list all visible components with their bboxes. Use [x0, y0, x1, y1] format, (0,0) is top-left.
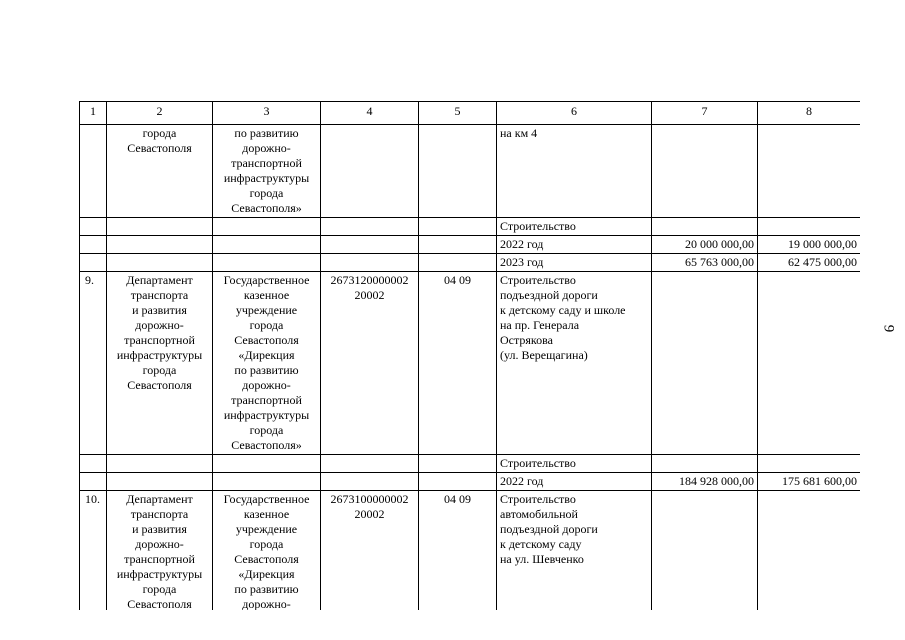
section-cell: [419, 125, 497, 218]
code-cell: 2673120000002 20002: [321, 272, 419, 455]
page-number: 9: [880, 324, 897, 333]
table-row: [80, 218, 861, 236]
amount-cell: 65 763 000,00: [652, 254, 758, 272]
table-row: [80, 473, 861, 491]
code-cell: 2673100000002 20002: [321, 491, 419, 611]
column-header: 8: [758, 102, 861, 125]
amount-cell: 175 681 600,00: [758, 473, 861, 491]
object-cell: Строительство подъездной дороги к детскому саду и школе на пр. Генерала Острякова (ул. Верещагина): [497, 272, 652, 455]
year-cell: 2023 год: [497, 254, 652, 272]
amount-cell: 62 475 000,00: [758, 254, 861, 272]
column-header: 2: [107, 102, 213, 125]
amount-cell: [652, 272, 758, 455]
table-row: [80, 272, 861, 455]
customer-cell: Государственное казенное учреждение города Севастополя «Дирекция по развитию дорожно-: [213, 491, 321, 611]
amount-cell: [758, 125, 861, 218]
amount-cell: 20 000 000,00: [652, 236, 758, 254]
year-cell: 2022 год: [497, 236, 652, 254]
table-row: [80, 455, 861, 473]
column-header: 7: [652, 102, 758, 125]
amount-cell: 19 000 000,00: [758, 236, 861, 254]
table-row: [80, 125, 861, 218]
customer-cell: по развитию дорожно- транспортной инфраструктуры города Севастополя»: [213, 125, 321, 218]
amount-cell: 184 928 000,00: [652, 473, 758, 491]
table-row: [80, 491, 861, 611]
column-header: 4: [321, 102, 419, 125]
year-cell: 2022 год: [497, 473, 652, 491]
column-header: 6: [497, 102, 652, 125]
amount-cell: [652, 491, 758, 611]
table-row: [80, 236, 861, 254]
work-type-cell: Строительство: [497, 455, 652, 473]
amount-cell: [758, 491, 861, 611]
work-type-cell: Строительство: [497, 218, 652, 236]
item-number-cell: 10.: [80, 491, 107, 611]
object-cell: Строительство автомобильной подъездной дороги к детскому саду на ул. Шевченко: [497, 491, 652, 611]
column-header: 1: [80, 102, 107, 125]
department-cell: города Севастополя: [107, 125, 213, 218]
department-cell: Департамент транспорта и развития дорожно- транспортной инфраструктуры города Севастополя: [107, 491, 213, 611]
budget-table: [79, 101, 860, 610]
section-cell: 04 09: [419, 491, 497, 611]
section-cell: 04 09: [419, 272, 497, 455]
column-header: 3: [213, 102, 321, 125]
item-number-cell: 9.: [80, 272, 107, 455]
department-cell: Департамент транспорта и развития дорожно- транспортной инфраструктуры города Севастополя: [107, 272, 213, 455]
budget-table-container: [79, 101, 860, 610]
amount-cell: [758, 272, 861, 455]
customer-cell: Государственное казенное учреждение города Севастополя «Дирекция по развитию дорожно- транспортной инфраструктуры города Севастополя»: [213, 272, 321, 455]
object-cell: на км 4: [497, 125, 652, 218]
amount-cell: [652, 125, 758, 218]
item-number-cell: [80, 125, 107, 218]
table-row: [80, 254, 861, 272]
column-header: 5: [419, 102, 497, 125]
code-cell: [321, 125, 419, 218]
column-header-row: [80, 102, 861, 125]
